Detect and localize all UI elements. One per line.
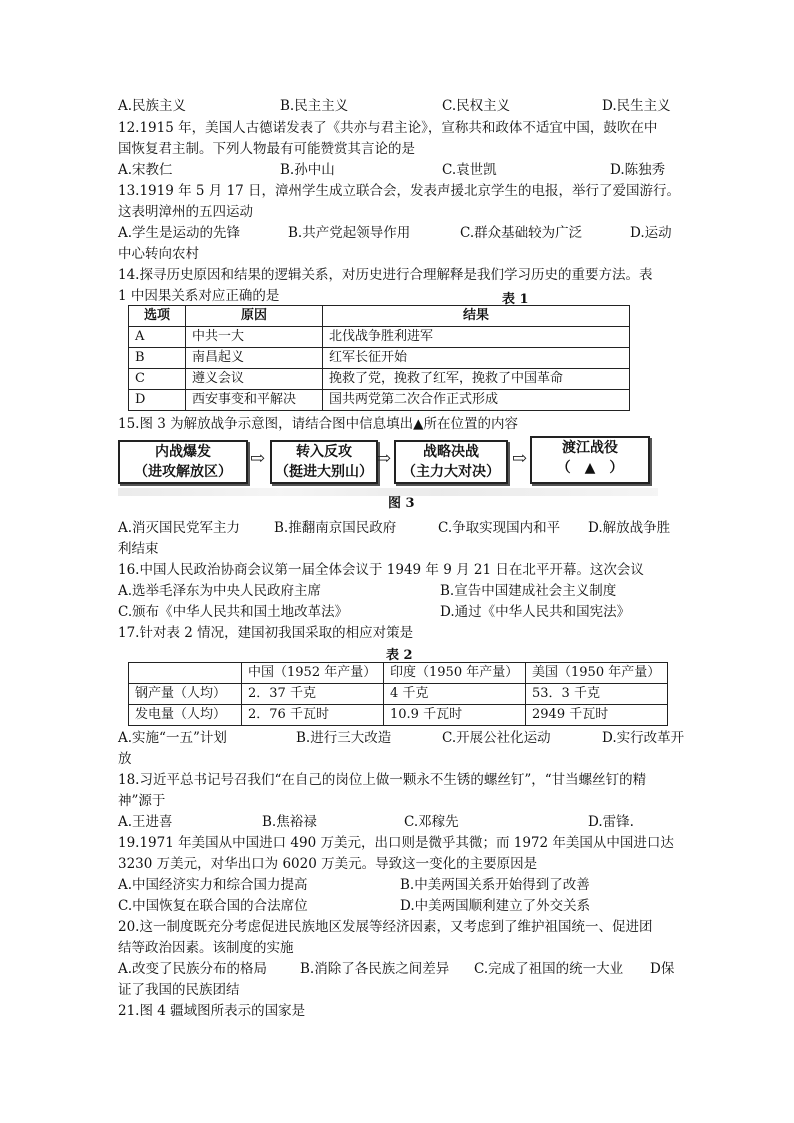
table1-caption: 表 1	[502, 292, 529, 307]
q12-option-c: C.袁世凯	[442, 162, 497, 178]
table1-cell: 南昌起义	[186, 348, 323, 369]
q15-option-a: A.消灭国民党军主力	[118, 520, 241, 536]
q18-option-a: A.王进喜	[118, 814, 173, 830]
q17-option-d-continued: 放	[118, 751, 132, 767]
q14-stem-line2: 1 中因果关系对应正确的是	[118, 288, 280, 304]
q20-option-b: B.消除了各民族之间差异	[300, 961, 450, 977]
q13-option-b: B.共产党起领导作用	[288, 225, 411, 241]
q13-option-a: A.学生是运动的先锋	[118, 225, 241, 241]
flow-box-1	[118, 440, 248, 484]
table1-cell: 遵义会议	[186, 369, 323, 390]
q19-stem-line1: 19.1971 年美国从中国进口 490 万美元，出口则是微乎其微；而 1972 年美国从中国进口达	[118, 835, 674, 851]
flow-box-title: 渡江战役	[562, 440, 618, 456]
flow-box-title: 战略决战	[423, 444, 479, 460]
table2-cell: 2．37 千克	[242, 684, 384, 705]
table1-cell: 西安事变和平解决	[186, 390, 323, 411]
arrow-icon: ⇨	[512, 448, 528, 469]
q11-option-a: A.民族主义	[118, 98, 187, 114]
q16-option-a: A.选举毛泽东为中央人民政府主席	[118, 583, 322, 599]
table2-header: 中国（1952 年产量）	[242, 663, 384, 684]
q16-stem-line1: 16.中国人民政治协商会议第一届全体会议于 1949 年 9 月 21 日在北平开幕。这次会议	[118, 562, 644, 578]
table1-cell: A	[129, 327, 186, 348]
table1-header: 结果	[323, 306, 630, 327]
q14-stem-line1: 14.探寻历史原因和结果的逻辑关系，对历史进行合理解释是我们学习历史的重要方法。表	[118, 267, 653, 283]
table2-cell: 53．3 千克	[526, 684, 668, 705]
q12-stem-line2: 国恢复君主制。下列人物最有可能赞赏其言论的是	[118, 141, 415, 157]
table2-header: 印度（1950 年产量）	[384, 663, 526, 684]
q20-option-c: C.完成了祖国的统一大业	[474, 961, 624, 977]
q16-option-d: D.通过《中华人民共和国宪法》	[440, 604, 631, 620]
table1-cell: 红军长征开始	[323, 348, 630, 369]
q12-option-a: A.宋教仁	[118, 162, 173, 178]
table1-cell: C	[129, 369, 186, 390]
q15-option-d: D.解放战争胜	[588, 520, 671, 536]
table-row	[129, 327, 630, 348]
table2-cell: 2949 千瓦时	[526, 705, 668, 726]
arrow-icon: ⇨	[250, 448, 266, 469]
q17-option-d: D.实行改革开	[602, 730, 685, 746]
q19-option-b: B.中美两国关系开始得到了改善	[400, 877, 590, 893]
q17-stem-line1: 17.针对表 2 情况，建国初我国采取的相应对策是	[118, 625, 414, 641]
table-row	[129, 705, 668, 726]
table2-caption: 表 2	[386, 648, 413, 663]
q13-option-c: C.群众基础较为广泛	[460, 225, 583, 241]
table-row	[129, 390, 630, 411]
flow-box-title: 内战爆发	[155, 444, 211, 460]
q19-option-d: D.中美两国顺利建立了外交关系	[400, 898, 591, 914]
q18-option-c: C.邓稼先	[404, 814, 459, 830]
flow-box-3	[394, 440, 508, 484]
table1-header-row	[129, 306, 630, 327]
q13-option-d: D.运动	[630, 225, 672, 241]
table2-cell: 发电量（人均）	[129, 705, 242, 726]
table-row	[129, 684, 668, 705]
flow-box-subtitle: （挺进大别山）	[275, 464, 373, 480]
q17-option-a: A.实施“一五”计划	[118, 730, 227, 746]
table2-header: 美国（1950 年产量）	[526, 663, 668, 684]
arrow-icon: ⇨	[376, 448, 392, 469]
q20-stem-line1: 20.这一制度既充分考虑促进民族地区发展等经济因素，又考虑到了维护祖国统一、促进团	[118, 919, 653, 935]
table1	[128, 305, 630, 411]
table2-cell: 10.9 千瓦时	[384, 705, 526, 726]
table2-cell: 2．76 千瓦时	[242, 705, 384, 726]
q21-stem-line1: 21.图 4 疆域图所表示的国家是	[118, 1003, 306, 1019]
table2-header-row	[129, 663, 668, 684]
table2-header	[129, 663, 242, 684]
q15-option-d-continued: 利结束	[118, 541, 159, 557]
table1-header: 原因	[186, 306, 323, 327]
table2-cell: 钢产量（人均）	[129, 684, 242, 705]
q12-stem-line1: 12.1915 年，美国人古德诺发表了《共亦与君主论》，宣称共和政体不适宜中国，鼓吹在中	[118, 120, 658, 136]
q16-option-c: C.颁布《中华人民共和国土地改革法》	[118, 604, 349, 620]
figure3-flowchart	[118, 436, 678, 496]
table1-cell: 北伐战争胜利进军	[323, 327, 630, 348]
figure3-caption: 图 3	[388, 496, 415, 511]
table1-cell: 国共两党第二次合作正式形成	[323, 390, 630, 411]
table2	[128, 662, 668, 726]
q18-option-b: B.焦裕禄	[262, 814, 317, 830]
flow-box-subtitle: （进攻解放区）	[134, 464, 232, 480]
flow-box-4	[530, 436, 650, 484]
q20-option-a: A.改变了民族分布的格局	[118, 961, 268, 977]
table1-cell: B	[129, 348, 186, 369]
q11-option-b: B.民主主义	[280, 98, 349, 114]
flow-box-subtitle: （ ▲ ）	[556, 460, 624, 476]
q18-stem-line1: 18.习近平总书记号召我们“在自己的岗位上做一颗永不生锈的螺丝钉”，“甘当螺丝钉的精	[118, 772, 647, 788]
q12-option-b: B.孙中山	[280, 162, 335, 178]
q19-option-a: A.中国经济实力和综合国力提高	[118, 877, 308, 893]
flow-box-title: 转入反攻	[296, 444, 352, 460]
q13-option-d-continued: 中心转向农村	[118, 246, 199, 262]
flow-box-subtitle: （主力大对决）	[402, 464, 500, 480]
q17-option-c: C.开展公社化运动	[442, 730, 551, 746]
q18-stem-line2: 神”源于	[118, 793, 166, 809]
q15-stem-line1: 15.图 3 为解放战争示意图，请结合图中信息填出▲所在位置的内容	[118, 416, 519, 432]
flow-box-2	[270, 440, 378, 484]
q19-stem-line2: 3230 万美元，对华出口为 6020 万美元。导致这一变化的主要原因是	[118, 856, 538, 872]
q20-stem-line2: 结等政治因素。该制度的实施	[118, 940, 294, 956]
table-row	[129, 369, 630, 390]
q18-option-d: D.雷锋.	[588, 814, 634, 830]
table-row	[129, 348, 630, 369]
table1-header: 选项	[129, 306, 186, 327]
q15-option-b: B.推翻南京国民政府	[274, 520, 397, 536]
q15-option-c: C.争取实现国内和平	[438, 520, 561, 536]
q16-option-b: B.宣告中国建成社会主义制度	[440, 583, 617, 599]
q11-option-d: D.民生主义	[602, 98, 671, 114]
q20-option-d: D保	[650, 961, 675, 977]
q13-stem-line1: 13.1919 年 5 月 17 日，漳州学生成立联合会，发表声援北京学生的电报，举行了爱国游行。	[118, 183, 681, 199]
q13-stem-line2: 这表明漳州的五四运动	[118, 204, 253, 220]
q19-option-c: C.中国恢复在联合国的合法席位	[118, 898, 308, 914]
table2-cell: 4 千克	[384, 684, 526, 705]
q12-option-d: D.陈独秀	[610, 162, 666, 178]
table1-cell: 中共一大	[186, 327, 323, 348]
q20-option-d-continued: 证了我国的民族团结	[118, 982, 240, 998]
q17-option-b: B.进行三大改造	[296, 730, 392, 746]
q11-option-c: C.民权主义	[442, 98, 511, 114]
table1-cell: 挽救了党，挽救了红军，挽救了中国革命	[323, 369, 630, 390]
table1-cell: D	[129, 390, 186, 411]
